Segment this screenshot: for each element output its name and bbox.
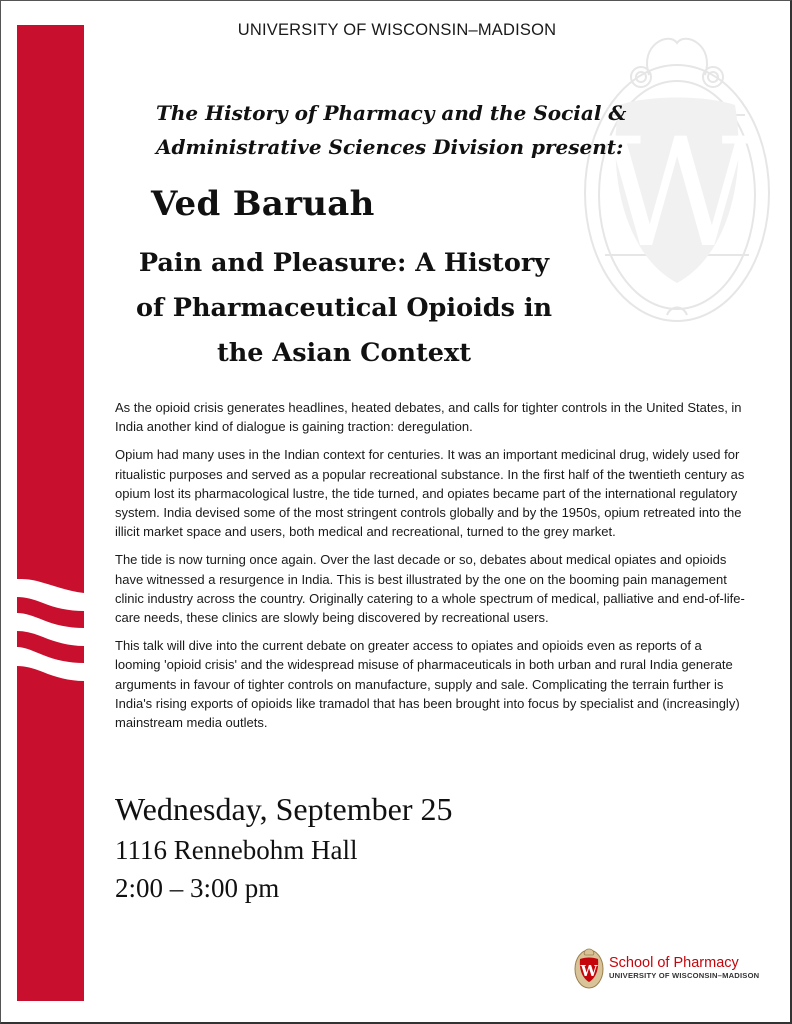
uw-crest-icon [574,947,604,989]
university-header: UNIVERSITY OF WISCONSIN–MADISON [237,21,557,39]
talk-title-line: of Pharmaceutical Opioids in [135,293,553,323]
uw-crest-watermark-icon [579,25,775,325]
school-name: School of Pharmacy [609,955,739,971]
event-location: 1116 Rennebohm Hall [115,835,358,865]
talk-title [113,241,575,376]
presenter-intro-line: The History of Pharmacy and the Social & [156,101,627,125]
school-university-name: UNIVERSITY OF WISCONSIN–MADISON [609,971,760,980]
abstract-paragraph: As the opioid crisis generates headlines, heated debates, and calls for tighter controls in the United States, in India another kind of dialogue is gaining traction: deregulation. [115,400,742,435]
event-date: Wednesday, September 25 [115,791,453,827]
red-wave-bar-decoration [17,25,84,1001]
presenter-intro-line: Administrative Sciences Division present: [156,135,624,159]
svg-text:W: W [599,107,755,281]
abstract-paragraph: The tide is now turning once again. Over the last decade or so, debates about medical opiates and opioids have witnessed a resurgence in India. This is best illustrated by the one on the booming pain management clinic industry across the country. Originally catering to a whole spectrum of medical, palliative and end-of-life-care needs, these clinics are slowly being discovered by recreational users. [115,552,745,626]
abstract [115,398,745,741]
talk-title-line: the Asian Context [216,338,472,368]
talk-title-line: Pain and Pleasure: A History [138,248,550,278]
speaker-name: Ved Baruah [151,184,375,224]
abstract-paragraph: This talk will dive into the current debate on greater access to opiates and opioids even as reports of a looming 'opioid crisis' and the widespread misuse of pharmaceuticals in both urban and rural India generate arguments in favour of tighter controls on manufacture, supply and sale. Complicating the terrain further is India's rising exports of opioids like tramadol that has been brought into focus by specialist and (increasingly) mainstream media outlets. [115,638,740,731]
school-logo-text [609,955,759,981]
event-time: 2:00 – 3:00 pm [115,873,280,903]
presenter-intro [156,96,676,164]
school-of-pharmacy-logo [574,947,759,989]
abstract-paragraph: Opium had many uses in the Indian context for centuries. It was an important medicinal drug, widely used for ritualistic purposes and served as a popular recreational substance. In the first half of the twentieth century as opium lost its pharmacological lustre, the tide turned, and opiates became part of the international regulatory system. India devised some of the most stringent controls globally and by the 1950s, opium retreated into the illicit market space and users, both medical and recreational, turned to the grey market. [115,447,745,540]
svg-text:W: W [580,962,598,980]
event-info [115,787,452,907]
